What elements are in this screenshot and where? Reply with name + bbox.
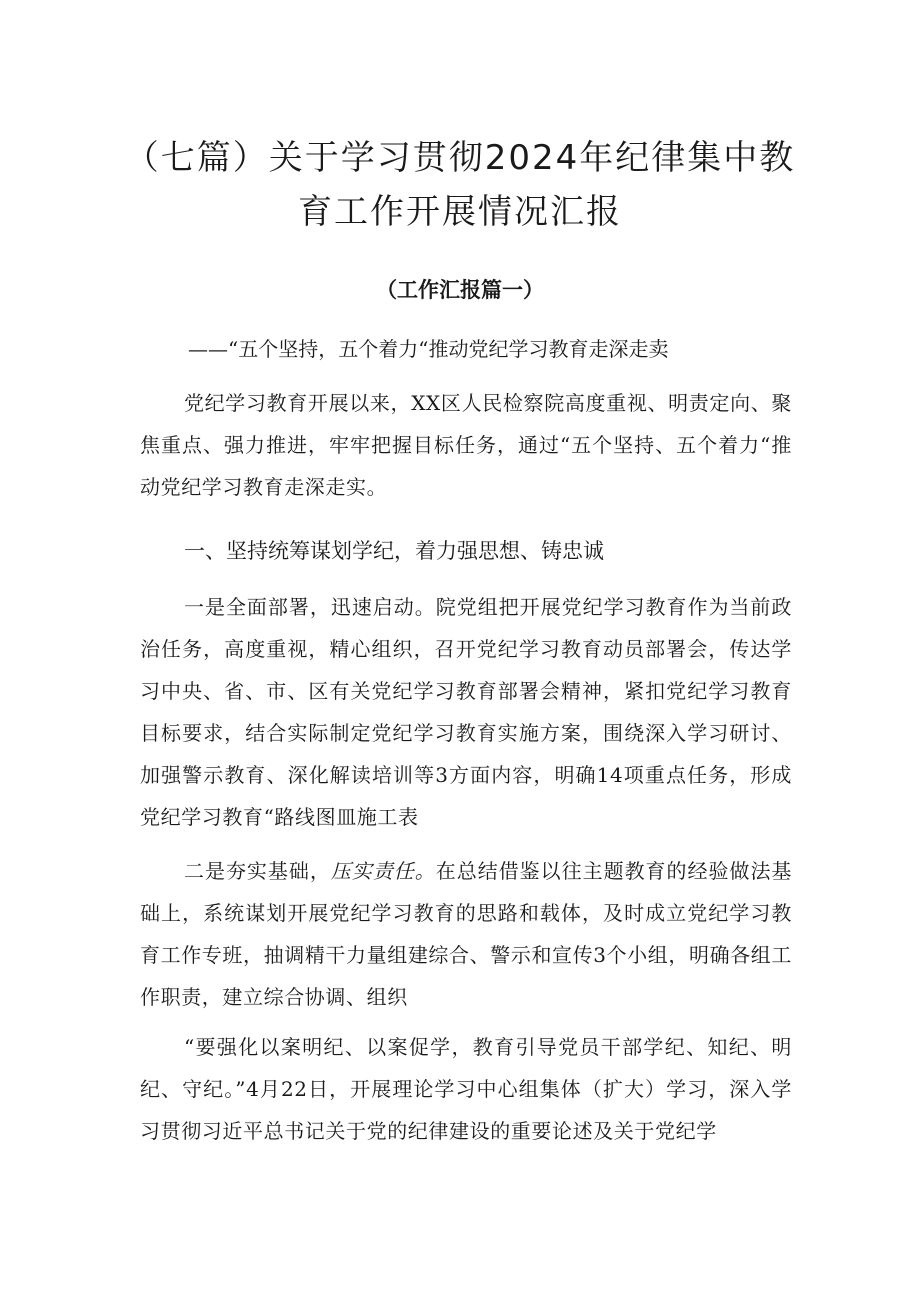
section-heading-1: 一、坚持统筹谋划学纪，着力强思想、铸忠诚 <box>184 539 604 563</box>
document-title <box>110 131 810 239</box>
paragraph-second-point-rest: 在总结借鉴以往主题教育的经验做法基础上，系统谋划开展党纪学习教育的思路和载体，及时成立党纪学习教育工作专班，抽调精干力量组建综合、警示和宣传3个小组，明确各组工作职责，建立综合协调、组织 <box>140 859 793 1009</box>
paragraph-second-point <box>140 850 792 1018</box>
intro-paragraph: 党纪学习教育开展以来，XX区人民检察院高度重视、明责定向、聚焦重点、强力推进，牢牢把握目标任务，通过“五个坚持、五个着力“推动党纪学习教育走深走实。 <box>140 391 792 499</box>
document-title-line-2: 育工作开展情况汇报 <box>298 191 622 232</box>
report-subtitle: （工作汇报篇一） <box>376 277 544 302</box>
paragraph-quote: “要强化以案明纪、以案促学，教育引导党员干部学纪、知纪、明纪、守纪。”4月22日，开展理论学习中心组集体（扩大）学习，深入学习贯彻习近平总书记关于党的纪律建设的重要论述及关于党纪学 <box>140 1035 792 1143</box>
document-title-line-1: （七篇）关于学习贯彻2024年纪律集中教 <box>124 137 796 178</box>
report-tagline: ——“五个坚持，五个着力“推动党纪学习教育走深走卖 <box>188 337 669 361</box>
paragraph-first-point: 一是全面部署，迅速启动。院党组把开展党纪学习教育作为当前政治任务，高度重视，精心组织，召开党纪学习教育动员部署会，传达学习中央、省、市、区有关党纪学习教育部署会精神，紧扣党纪学习教育目标要求，结合实际制定党纪学习教育实施方案，围绕深入学习研讨、加强警示教育、深化解读培训等3方面内容，明确14项重点任务，形成党纪学习教育“路线图皿施工表 <box>140 595 792 829</box>
paragraph-second-point-italic: 压实责任。 <box>330 859 436 883</box>
paragraph-second-point-start: 二是夯实基础， <box>184 859 331 883</box>
